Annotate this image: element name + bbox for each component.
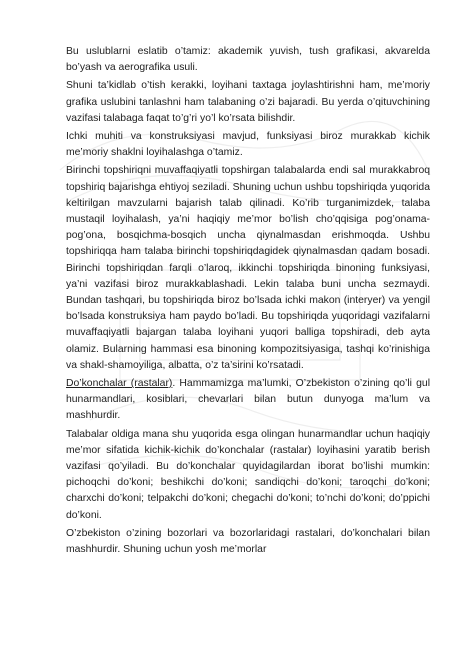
paragraph-3: Ichki muhiti va konstruksiyasi mavjud, funksiyasi biroz murakkab kichik me’moriy shaklni loyihalashga o’tamiz. <box>66 131 430 159</box>
heading-run: Do’konchalar (rastalar) <box>66 378 173 390</box>
paragraph-1: Bu uslublarni eslatib o’tamiz: akademik yuvish, tush grafikasi, akvarelda bo’yash va aerografika usuli. <box>66 46 430 74</box>
paragraph-7: O’zbekiston o’zining bozorlari va bozorlaridagi rastalari, do’konchalari bilan mashhurdir. Shuning uchun yosh me’morlar <box>66 527 430 556</box>
heading-rest: . Hammamizga ma’lumki, O’zbekiston o’zining qo’li gul hunarmandlari, kosiblari, chevarlari bilan butun dunyoga ma’lum va mashhurdir. <box>66 378 431 422</box>
paragraph-2: Shuni ta’kidlab o’tish kerakki, loyihani taxtaga joylashtirishni ham, me’moriy grafika uslubini tanlashni ham talabaning o’zi bajaradi. Bu yerda o’qituvchining vazifasi talabaga faqat to’g’ri yo’l ko’rsata bilishdir. <box>66 80 430 124</box>
paragraph-4: Birinchi topshiriqni muvaffaqiyatli topshirgan talabalarda endi sal murakkabroq topshiriq bajarishga ehtiyoj seziladi. Shuning uchun ushbu topshiriqda yuqorida keltirilgan mavzularni bajarish talab qilinadi. Ko’rib turganimizdek, talaba mustaqil loyihalash, ya’ni haqiqiy me’mor bo’lish cho’qqisiga pog’onama-pog’ona, bosqichma-bosqich uncha qiynalmasdan erishmoqda. Ushbu topshiriqqa ham talaba birinchi topshiriqdagidek qiynalmasdan qadam bosadi. Birinchi topshiriqdan farqli o’laroq, ikkinchi topshiriqda binoning funksiyasi, ya’ni vazifasi biroz murakkablashadi. Lekin talaba buni uncha sezmaydi. Bundan tashqari, bu topshiriqda biroz bo’lsada ichki makon (interyer) va yengil bo’lsada konstruksiya ham paydo bo’ladi. Bu topshiriqda yuqoridagi vazifalarni muvaffaqiyatli bajargan talaba loyihani yuqori balliga topshiradi, deb ayta olamiz. Bularning hammasi esa binoning kompozitsiyasiga, tashqi ko’rinishiga va shakl-shamoyiliga, albatta, o’z ta’sirini ko’rsatadi. <box>66 165 430 371</box>
paragraph-5 <box>66 376 430 425</box>
paragraph-6: Talabalar oldiga mana shu yuqorida esga olingan hunarmandlar uchun haqiqiy me’mor sifatida kichik-kichik do’konchalar (rastalar) loyihasini yaratib berish vazifasi qo’yiladi. Bu do’konchalar quyidagilardan iborat bo’lishi mumkin: pichoqchi do’koni; beshikchi do’koni; sandiqchi do’koni; taroqchi do’koni; charxchi do’koni; telpakchi do’koni; chegachi do’koni; to’nchi do’koni; do’ppichi do’koni. <box>66 428 430 521</box>
